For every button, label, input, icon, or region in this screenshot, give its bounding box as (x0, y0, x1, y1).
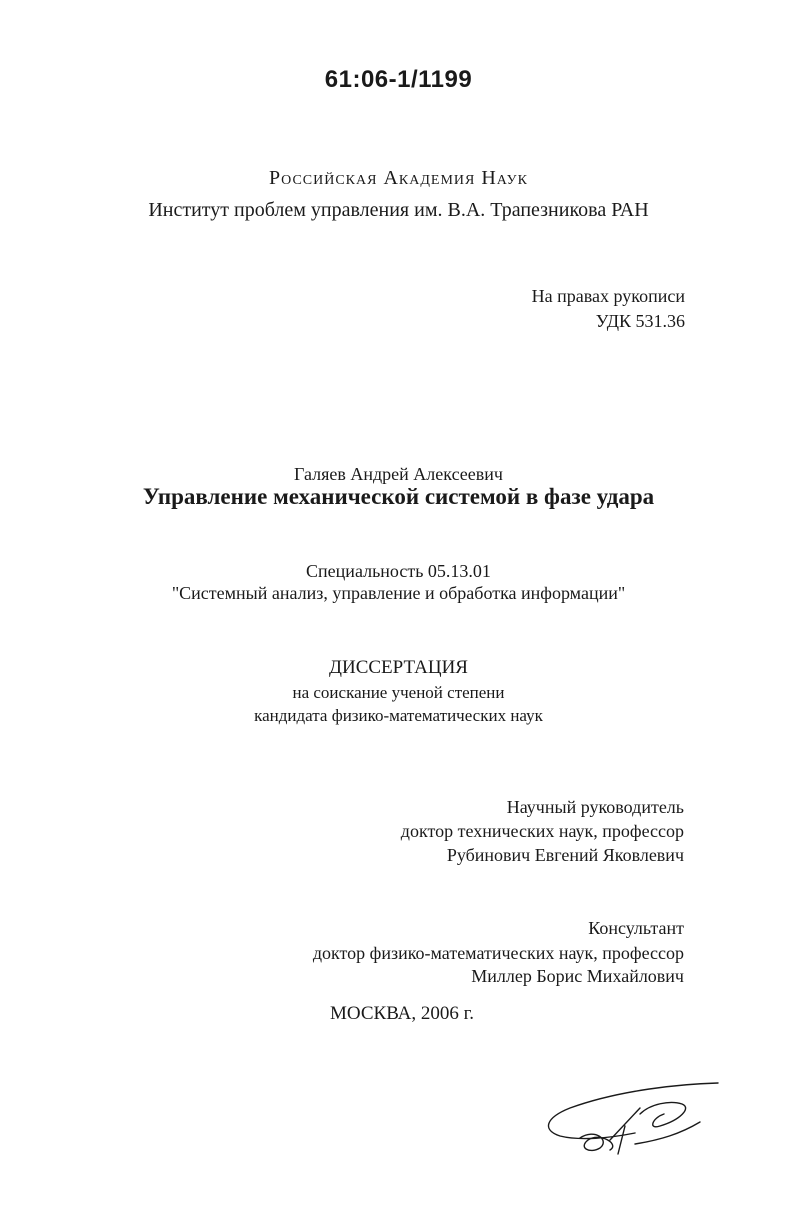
manuscript-rights: На правах рукописи (531, 286, 685, 306)
supervisor-name: Рубинович Евгений Яковлевич (446, 845, 684, 865)
consultant-role: Консультант (588, 918, 684, 938)
institute-name: Институт проблем управления им. В.А. Трапезникова РАН (148, 199, 649, 221)
udk-code: УДК 531.36 (595, 311, 685, 331)
thesis-title: Управление механической системой в фазе удара (142, 484, 655, 509)
supervisor-role: Научный руководитель (506, 797, 684, 817)
archive-stamp: 61:06-1/1199 (324, 66, 473, 93)
degree-line-2: кандидата физико-математических наук (254, 706, 543, 725)
academy-name: Российская Академия Наук (269, 167, 528, 189)
specialty-code: Специальность 05.13.01 (306, 561, 491, 581)
dissertation-label: ДИССЕРТАЦИЯ (329, 657, 468, 678)
signature-icon (540, 1078, 730, 1158)
author-name: Галяев Андрей Алексеевич (294, 464, 503, 484)
consultant-name: Миллер Борис Михайлович (471, 966, 684, 986)
degree-line-1: на соискание ученой степени (292, 683, 505, 702)
supervisor-credentials: доктор технических наук, профессор (400, 821, 684, 841)
consultant-credentials: доктор физико-математических наук, профессор (312, 943, 684, 963)
city-year: МОСКВА, 2006 г. (330, 1003, 475, 1024)
specialty-name: "Системный анализ, управление и обработка информации" (171, 583, 626, 603)
